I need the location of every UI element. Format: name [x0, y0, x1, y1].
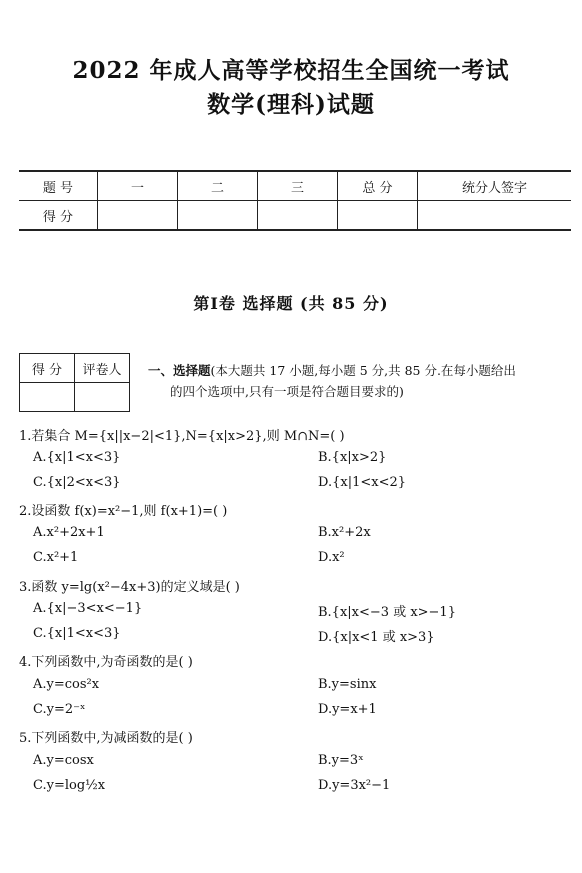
- score-row-label: 得 分: [19, 201, 98, 231]
- instructions-heading: 一、选择题: [148, 363, 211, 378]
- score-cell-total: 总 分: [338, 171, 418, 201]
- grader-name-label: 评卷人: [75, 354, 130, 383]
- question-1-option-c[interactable]: C.{x|2<x<3}: [33, 475, 121, 490]
- score-table-header-row: [19, 171, 571, 201]
- question-2-option-d[interactable]: D.x²: [318, 550, 345, 565]
- score-cell-signature: 统分人签字: [418, 171, 572, 201]
- question-4-option-a[interactable]: A.y=cos²x: [33, 677, 100, 692]
- question-3-option-a[interactable]: A.{x|−3<x<−1}: [33, 601, 143, 616]
- score-cell-part-1: 一: [98, 171, 178, 201]
- score-input-part-2[interactable]: [178, 201, 258, 231]
- question-2-stem: 2.设函数 f(x)=x²−1,则 f(x+1)=( ): [19, 504, 228, 519]
- section-title: 第Ⅰ卷 选择题 (共 85 分): [193, 294, 389, 313]
- question-2-option-c[interactable]: C.x²+1: [33, 550, 79, 565]
- score-table: [19, 170, 571, 231]
- grader-box: [19, 353, 130, 412]
- question-3-option-c[interactable]: C.{x|1<x<3}: [33, 626, 121, 641]
- question-4-option-c[interactable]: C.y=2⁻ˣ: [33, 702, 86, 717]
- score-cell-part-2: 二: [178, 171, 258, 201]
- score-input-total[interactable]: [338, 201, 418, 231]
- question-5-option-a[interactable]: A.y=cosx: [33, 753, 94, 768]
- grader-score-input[interactable]: [20, 383, 75, 412]
- instructions-line-1: (本大题共 17 小题,每小题 5 分,共 85 分.在每小题给出: [210, 363, 516, 378]
- question-4-option-b[interactable]: B.y=sinx: [318, 677, 377, 692]
- question-1-option-b[interactable]: B.{x|x>2}: [318, 450, 387, 465]
- signature-input[interactable]: [418, 201, 572, 231]
- score-table-score-row: [19, 201, 571, 231]
- question-4-stem: 4.下列函数中,为奇函数的是( ): [19, 655, 193, 670]
- question-3-option-d[interactable]: D.{x|x<1 或 x>3}: [318, 630, 435, 645]
- grader-score-label: 得 分: [20, 354, 75, 383]
- section-instructions: [148, 360, 566, 402]
- question-3-stem: 3.函数 y=lg(x²−4x+3)的定义域是( ): [19, 580, 240, 595]
- question-1-stem: 1.若集合 M={x||x−2|<1},N={x|x>2},则 M∩N=( ): [19, 429, 345, 444]
- grader-name-input[interactable]: [75, 383, 130, 412]
- question-5-option-c[interactable]: C.y=log½x: [33, 778, 106, 793]
- question-1-option-d[interactable]: D.{x|1<x<2}: [318, 475, 407, 490]
- score-input-part-3[interactable]: [258, 201, 338, 231]
- exam-title: 2022 年成人高等学校招生全国统一考试: [72, 57, 510, 84]
- question-4-option-d[interactable]: D.y=x+1: [318, 702, 377, 717]
- score-cell-label: 题 号: [19, 171, 98, 201]
- instructions-line-2: 的四个选项中,只有一项是符合题目要求的): [170, 384, 404, 399]
- question-2-option-b[interactable]: B.x²+2x: [318, 525, 371, 540]
- score-input-part-1[interactable]: [98, 201, 178, 231]
- question-5-stem: 5.下列函数中,为减函数的是( ): [19, 731, 193, 746]
- question-3-option-b[interactable]: B.{x|x<−3 或 x>−1}: [318, 605, 456, 620]
- score-cell-part-3: 三: [258, 171, 338, 201]
- question-2-option-a[interactable]: A.x²+2x+1: [33, 525, 105, 540]
- question-5-option-b[interactable]: B.y=3ˣ: [318, 753, 364, 768]
- exam-subtitle: 数学(理科)试题: [207, 91, 375, 118]
- question-5-option-d[interactable]: D.y=3x²−1: [318, 778, 391, 793]
- question-1-option-a[interactable]: A.{x|1<x<3}: [33, 450, 121, 465]
